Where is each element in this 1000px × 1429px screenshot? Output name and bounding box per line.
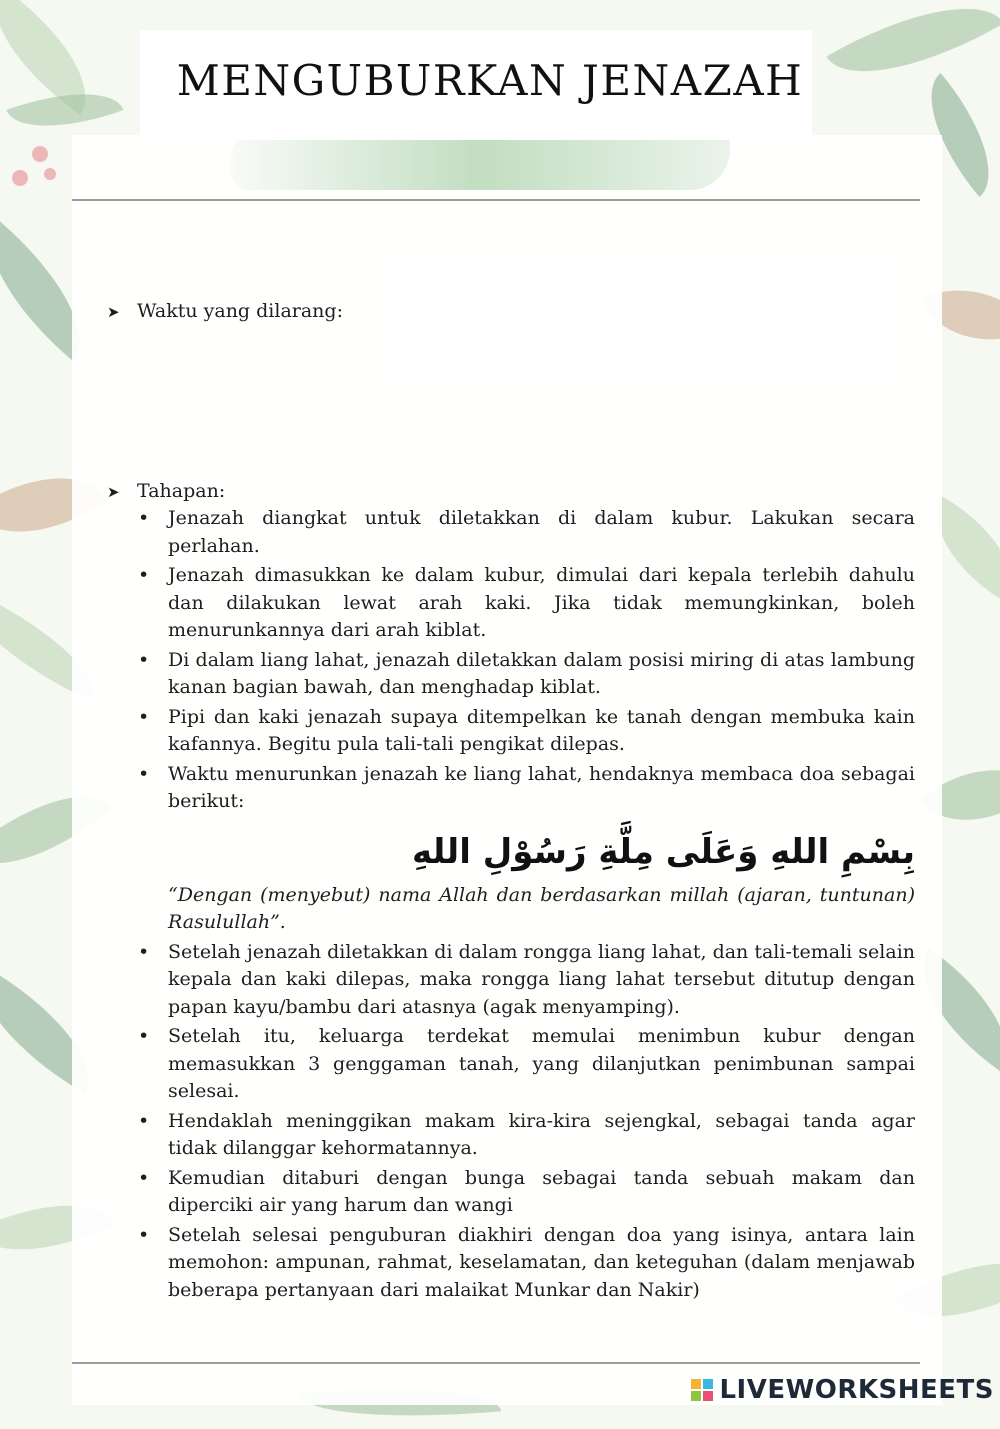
steps-list (168, 505, 915, 1306)
list-item: • Setelah selesai penguburan diakhiri dengan doa yang isinya, antara lain memohon: ampunan, rahmat, keselamatan, dan keteguhan (dalam menjawab beberapa pertanyaan dari malaikat Munkar dan Nakir) (168, 1222, 915, 1305)
logo-mark-icon (691, 1379, 713, 1401)
bottom-divider (72, 1362, 920, 1364)
list-item: • Di dalam liang lahat, jenazah diletakkan dalam posisi miring di atas lambung kanan bagian bawah, dan menghadap kiblat. (168, 647, 915, 702)
prayer-arabic: بِسْمِ اللهِ وَعَلَى مِلَّةِ رَسُوْلِ اللهِ (411, 831, 915, 872)
list-item: • Waktu menurunkan jenazah ke liang lahat, hendaknya membaca doa sebagai berikut: (168, 761, 915, 816)
top-divider (72, 199, 920, 201)
list-item: • Pipi dan kaki jenazah supaya ditempelkan ke tanah dengan membuka kain kafannya. Begitu pula tali-tali pengikat dilepas. (168, 704, 915, 759)
arrow-bullet-icon: ➤ (107, 303, 120, 321)
forbidden-times-label: Waktu yang dilarang: (137, 300, 343, 322)
list-item: • Jenazah diangkat untuk diletakkan di dalam kubur. Lakukan secara perlahan. (168, 505, 915, 560)
steps-label: Tahapan: (137, 480, 226, 502)
list-item: • Kemudian ditaburi dengan bunga sebagai tanda sebuah makam dan diperciki air yang harum dan wangi (168, 1165, 915, 1220)
list-item: • Setelah itu, keluarga terdekat memulai menimbun kubur dengan memasukkan 3 genggaman tanah, yang dilanjutkan penimbunan sampai selesai. (168, 1023, 915, 1106)
prayer-translation: “Dengan (menyebut) nama Allah dan berdasarkan millah (ajaran, tuntunan) Rasulullah”. (168, 883, 915, 933)
page-title: MENGUBURKAN JENAZAH (176, 56, 804, 105)
arrow-bullet-icon: ➤ (107, 483, 120, 501)
list-item: • Jenazah dimasukkan ke dalam kubur, dimulai dari kepala terlebih dahulu dan dilakukan lewat arah kaki. Jika tidak memungkinkan, boleh menurunkannya dari arah kiblat. (168, 562, 915, 645)
liveworksheets-logo[interactable] (691, 1373, 994, 1407)
steps-heading (107, 480, 225, 502)
list-item: • Setelah jenazah diletakkan di dalam rongga liang lahat, dan tali-temali selain kepala dan kaki dilepas, maka rongga liang lahat tersebut ditutup dengan papan kayu/bambu dari atasnya (agak menyamping). (168, 939, 915, 1022)
brand-name: LIVEWORKSHEETS (719, 1375, 994, 1405)
forbidden-times-heading (107, 300, 343, 322)
list-item: • Hendaklah meninggikan makam kira-kira sejengkal, sebagai tanda agar tidak dilanggar kehormatannya. (168, 1108, 915, 1163)
